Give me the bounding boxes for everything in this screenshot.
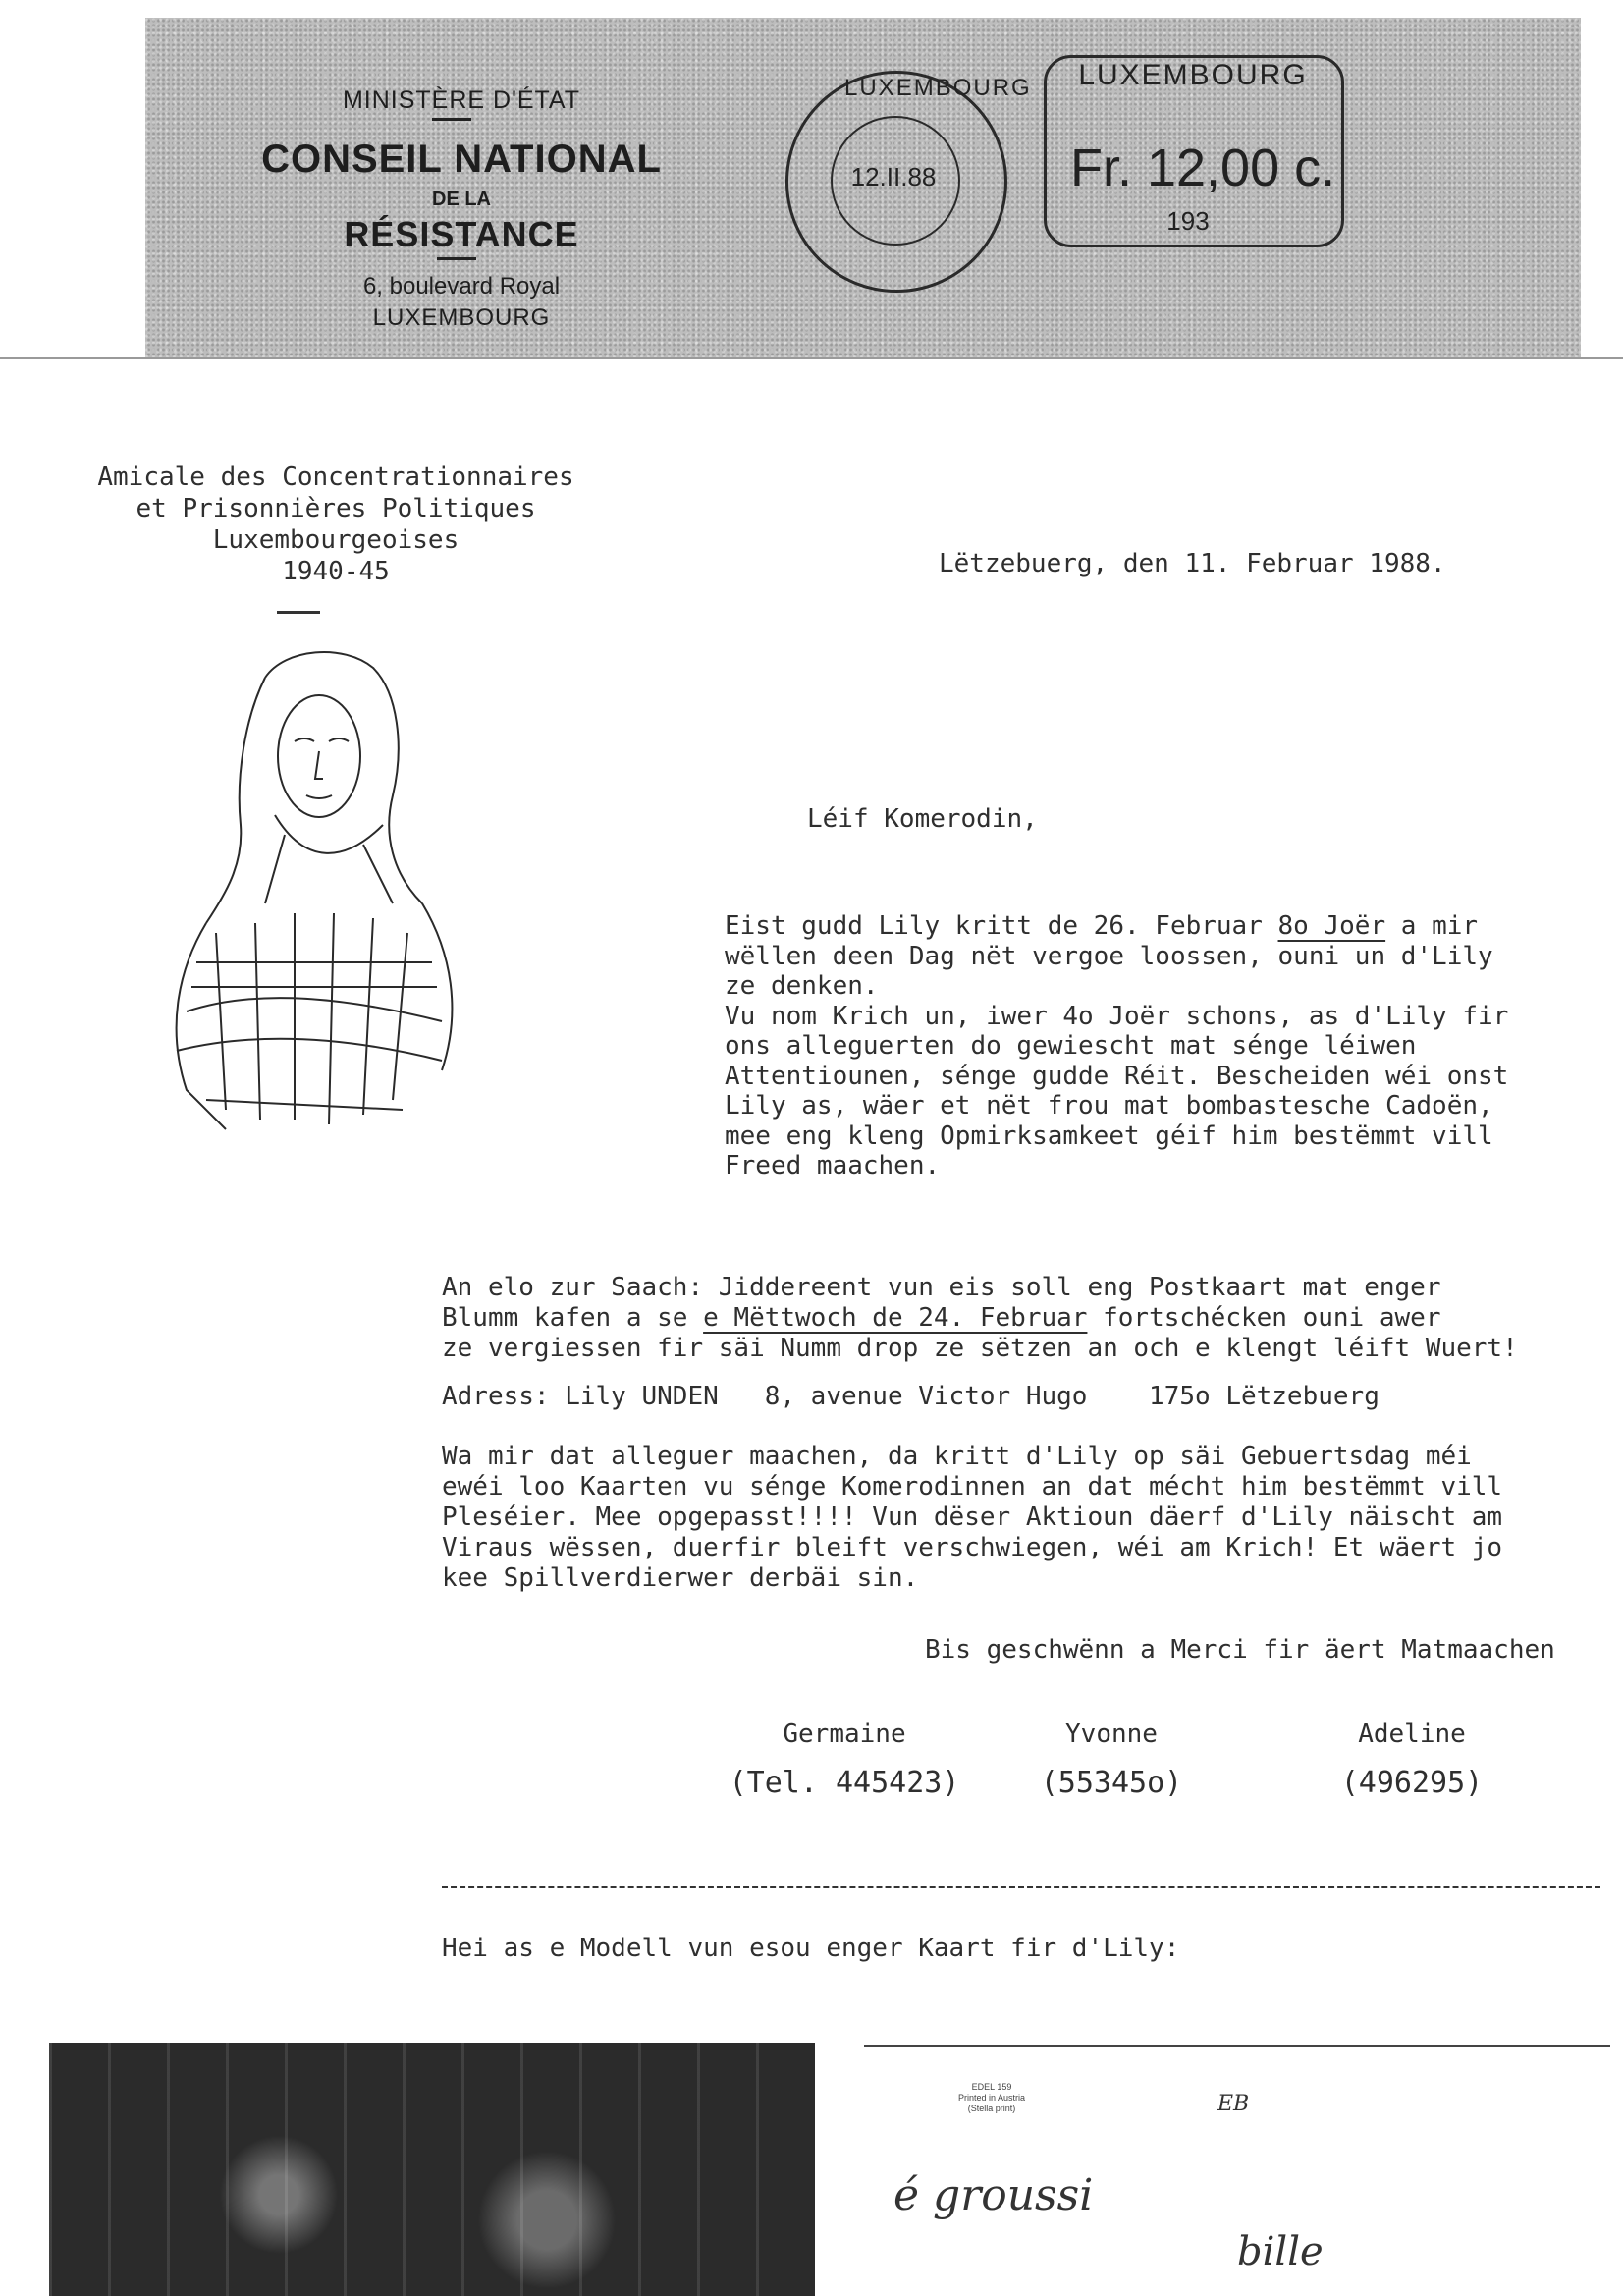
meter-number: 193: [1166, 206, 1210, 236]
meter-country: LUXEMBOURG: [1078, 59, 1308, 91]
text-line: Vu nom Krich un, iwer 4o Joër schons, as d'Lily fir: [725, 1001, 1509, 1031]
text-span: Eist gudd Lily kritt de 26. Februar: [725, 911, 1278, 941]
text-line: Freed maachen.: [725, 1151, 941, 1180]
sender-ministry: MINISTÈRE D'ÉTAT: [342, 86, 581, 114]
signatory-name: Germaine: [783, 1720, 906, 1749]
letter-date: Lëtzebuerg, den 11. Februar 1988.: [939, 549, 1446, 578]
closing-line: Bis geschwënn a Merci fir äert Matmaachen: [925, 1635, 1555, 1665]
text-line: Lily as, wäer et nët frou mat bombastesche Cadoën,: [725, 1091, 1493, 1121]
paragraph-intro: [725, 911, 1508, 1181]
cut-line: [442, 1886, 1600, 1888]
recipient-address: Adress: Lily UNDEN 8, avenue Victor Hugo 175o Lëtzebuerg: [442, 1382, 1380, 1411]
handwritten-name: bille: [1237, 2229, 1324, 2274]
sender-street: 6, boulevard Royal: [362, 273, 561, 300]
text-line: Viraus wëssen, duerfir bleift verschwiegen, wéi am Krich! Et wäert jo: [442, 1533, 1503, 1562]
salutation: Léif Komerodin,: [807, 804, 1038, 834]
signatory-name: Adeline: [1358, 1720, 1466, 1749]
signatory-phone: (496295): [1340, 1766, 1484, 1800]
organisation-name: [71, 462, 601, 587]
text-span: fortschécken ouni awer: [1087, 1303, 1441, 1333]
text-line: kee Spillverdierwer derbäi sin.: [442, 1563, 919, 1593]
postmark-date: 12.II.88: [850, 162, 937, 191]
text-line: ze vergiessen fir säi Numm drop ze sëtzen an och e klengt léift Wuert!: [442, 1334, 1518, 1363]
underlined-date: e Mëttwoch de 24. Februar: [703, 1303, 1088, 1333]
text-span: Blumm kafen a se: [442, 1303, 704, 1333]
print-line: Printed in Austria: [957, 2093, 1026, 2103]
text-span: a mir: [1385, 911, 1479, 941]
text-line: An elo zur Saach: Jiddereent vun eis soll eng Postkaart mat enger: [442, 1273, 1441, 1302]
org-years: 1940-45: [282, 557, 390, 586]
text-line: Attentiounen, sénge gudde Réit. Bescheiden wéi onst: [725, 1061, 1509, 1091]
postcard-small-print: [884, 2082, 1100, 2114]
divider: [432, 118, 471, 121]
text-line: wëllen deen Dag nët vergoe loossen, ouni un d'Lily: [725, 941, 1493, 971]
postcard-stamp-mark: EB: [1217, 2092, 1250, 2116]
text-line: Pleséier. Mee opgepasst!!!! Vun dëser Aktioun däerf d'Lily näischt am: [442, 1503, 1503, 1532]
envelope-edge: [0, 357, 1623, 359]
org-line: Luxembourgeoises: [212, 525, 460, 555]
print-line: (Stella print): [967, 2104, 1016, 2113]
sender-council: CONSEIL NATIONAL: [261, 137, 662, 181]
text-line: ze denken.: [725, 971, 879, 1001]
sender-resistance: RÉSISTANCE: [344, 214, 579, 254]
text-line: ewéi loo Kaarten vu sénge Komerodinnen an dat mécht him bestëmmt vill: [442, 1472, 1503, 1502]
postcard-edge: [864, 2045, 1610, 2047]
paragraph-instructions: [442, 1273, 1518, 1364]
postmark-town: LUXEMBOURG: [844, 75, 1032, 101]
signatory-phone: (55345o): [1040, 1766, 1183, 1800]
paragraph-secret: [442, 1442, 1502, 1594]
sender-dela: DE LA: [432, 189, 491, 210]
postcard-photo: [49, 2043, 815, 2296]
divider: [437, 257, 476, 260]
signatory-name: Yvonne: [1065, 1720, 1158, 1749]
text-line: [442, 1303, 1518, 1334]
org-line: Amicale des Concentrationnaires: [97, 463, 574, 492]
text-line: mee eng kleng Opmirksamkeet géif him bestëmmt vill: [725, 1121, 1493, 1151]
model-caption: Hei as e Modell vun esou enger Kaart fir d'Lily:: [442, 1934, 1180, 1963]
signatory-phone: (Tel. 445423): [729, 1766, 960, 1800]
text-line: [725, 911, 1508, 942]
handwritten-greeting: é groussi: [893, 2170, 1094, 2220]
text-line: ons alleguerten do gewiescht mat sénge léiwen: [725, 1031, 1417, 1061]
org-line: et Prisonnières Politiques: [135, 494, 536, 523]
meter-amount: Fr. 12,00 c.: [1070, 138, 1336, 197]
divider: [277, 611, 320, 614]
underlined-age: 8o Joër: [1277, 911, 1386, 941]
portrait-drawing: [147, 638, 471, 1149]
sender-city: LUXEMBOURG: [372, 304, 551, 331]
print-line: EDEL 159: [971, 2082, 1012, 2092]
text-line: Wa mir dat alleguer maachen, da kritt d'Lily op säi Gebuertsdag méi: [442, 1442, 1472, 1471]
